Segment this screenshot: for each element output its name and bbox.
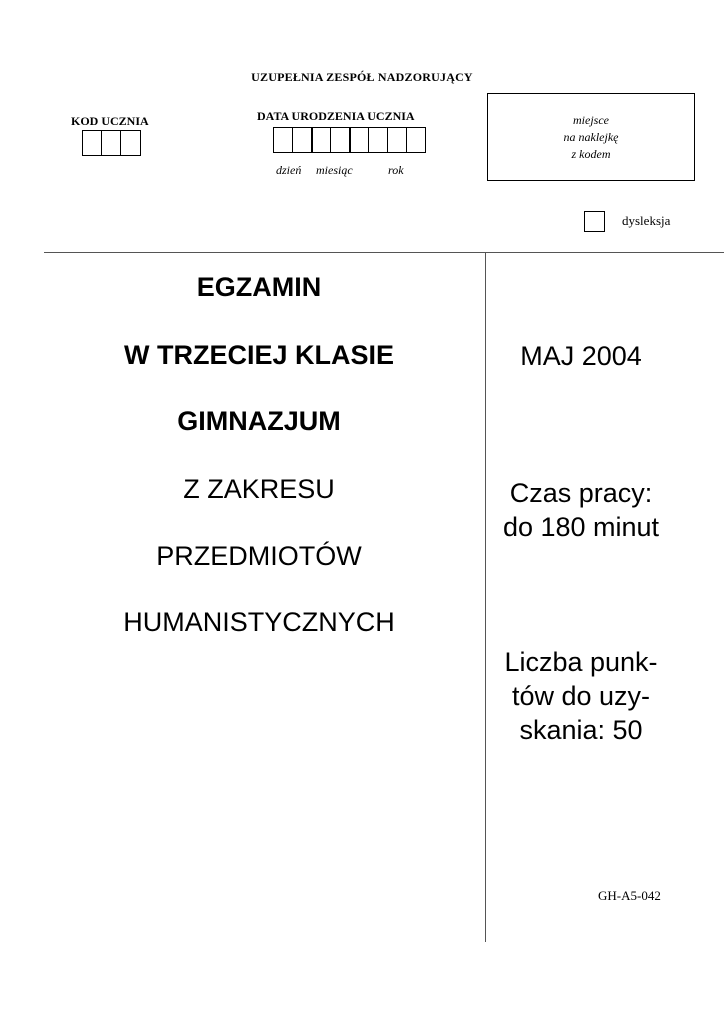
kod-cell[interactable] (120, 130, 141, 156)
date-cell[interactable] (368, 127, 388, 153)
header-title: UZUPEŁNIA ZESPÓŁ NADZORUJĄCY (251, 70, 473, 84)
kod-cell[interactable] (101, 130, 121, 156)
exam-subject-line2: PRZEDMIOTÓW (156, 541, 362, 571)
exam-time (486, 476, 676, 544)
exam-points-line1: Liczba punk- (504, 647, 658, 677)
sticker-line3: z kodem (571, 146, 611, 161)
date-cell[interactable] (406, 127, 426, 153)
dzien-label: dzień (276, 163, 302, 177)
date-cell[interactable] (387, 127, 407, 153)
date-cell[interactable] (330, 127, 350, 153)
exam-time-line1: Czas pracy: (509, 478, 653, 508)
sticker-line1: miejsce (573, 112, 609, 127)
miesiac-label: miesiąc (316, 163, 353, 177)
data-urodzenia-cells[interactable] (273, 127, 425, 153)
kod-ucznia-label: KOD UCZNIA (71, 114, 149, 128)
date-cell[interactable] (273, 127, 293, 153)
rok-label: rok (388, 163, 404, 177)
exam-title-line1: EGZAMIN (196, 272, 322, 302)
exam-title-line3: GIMNAZJUM (177, 406, 341, 436)
date-cell[interactable] (292, 127, 312, 153)
sticker-placeholder (487, 93, 695, 181)
exam-subject-line3: HUMANISTYCZNYCH (123, 607, 395, 637)
kod-ucznia-cells[interactable] (82, 130, 140, 156)
dysleksja-checkbox[interactable] (584, 211, 605, 232)
date-cell[interactable] (311, 127, 331, 153)
date-cell[interactable] (349, 127, 369, 153)
exam-points (486, 645, 676, 747)
exam-date: MAJ 2004 (520, 341, 642, 371)
sticker-line2: na naklejkę (563, 129, 619, 144)
exam-code: GH-A5-042 (598, 888, 661, 903)
data-urodzenia-label: DATA URODZENIA UCZNIA (257, 109, 415, 123)
kod-cell[interactable] (82, 130, 102, 156)
horizontal-divider (44, 252, 724, 253)
exam-subject-line1: Z ZAKRESU (183, 474, 335, 504)
exam-points-line2: tów do uzy- (511, 681, 651, 711)
exam-points-line3: skania: 50 (519, 715, 643, 745)
dysleksja-label: dysleksja (622, 213, 671, 228)
exam-title-line2: W TRZECIEJ KLASIE (123, 340, 394, 370)
exam-time-line2: do 180 minut (502, 512, 660, 542)
